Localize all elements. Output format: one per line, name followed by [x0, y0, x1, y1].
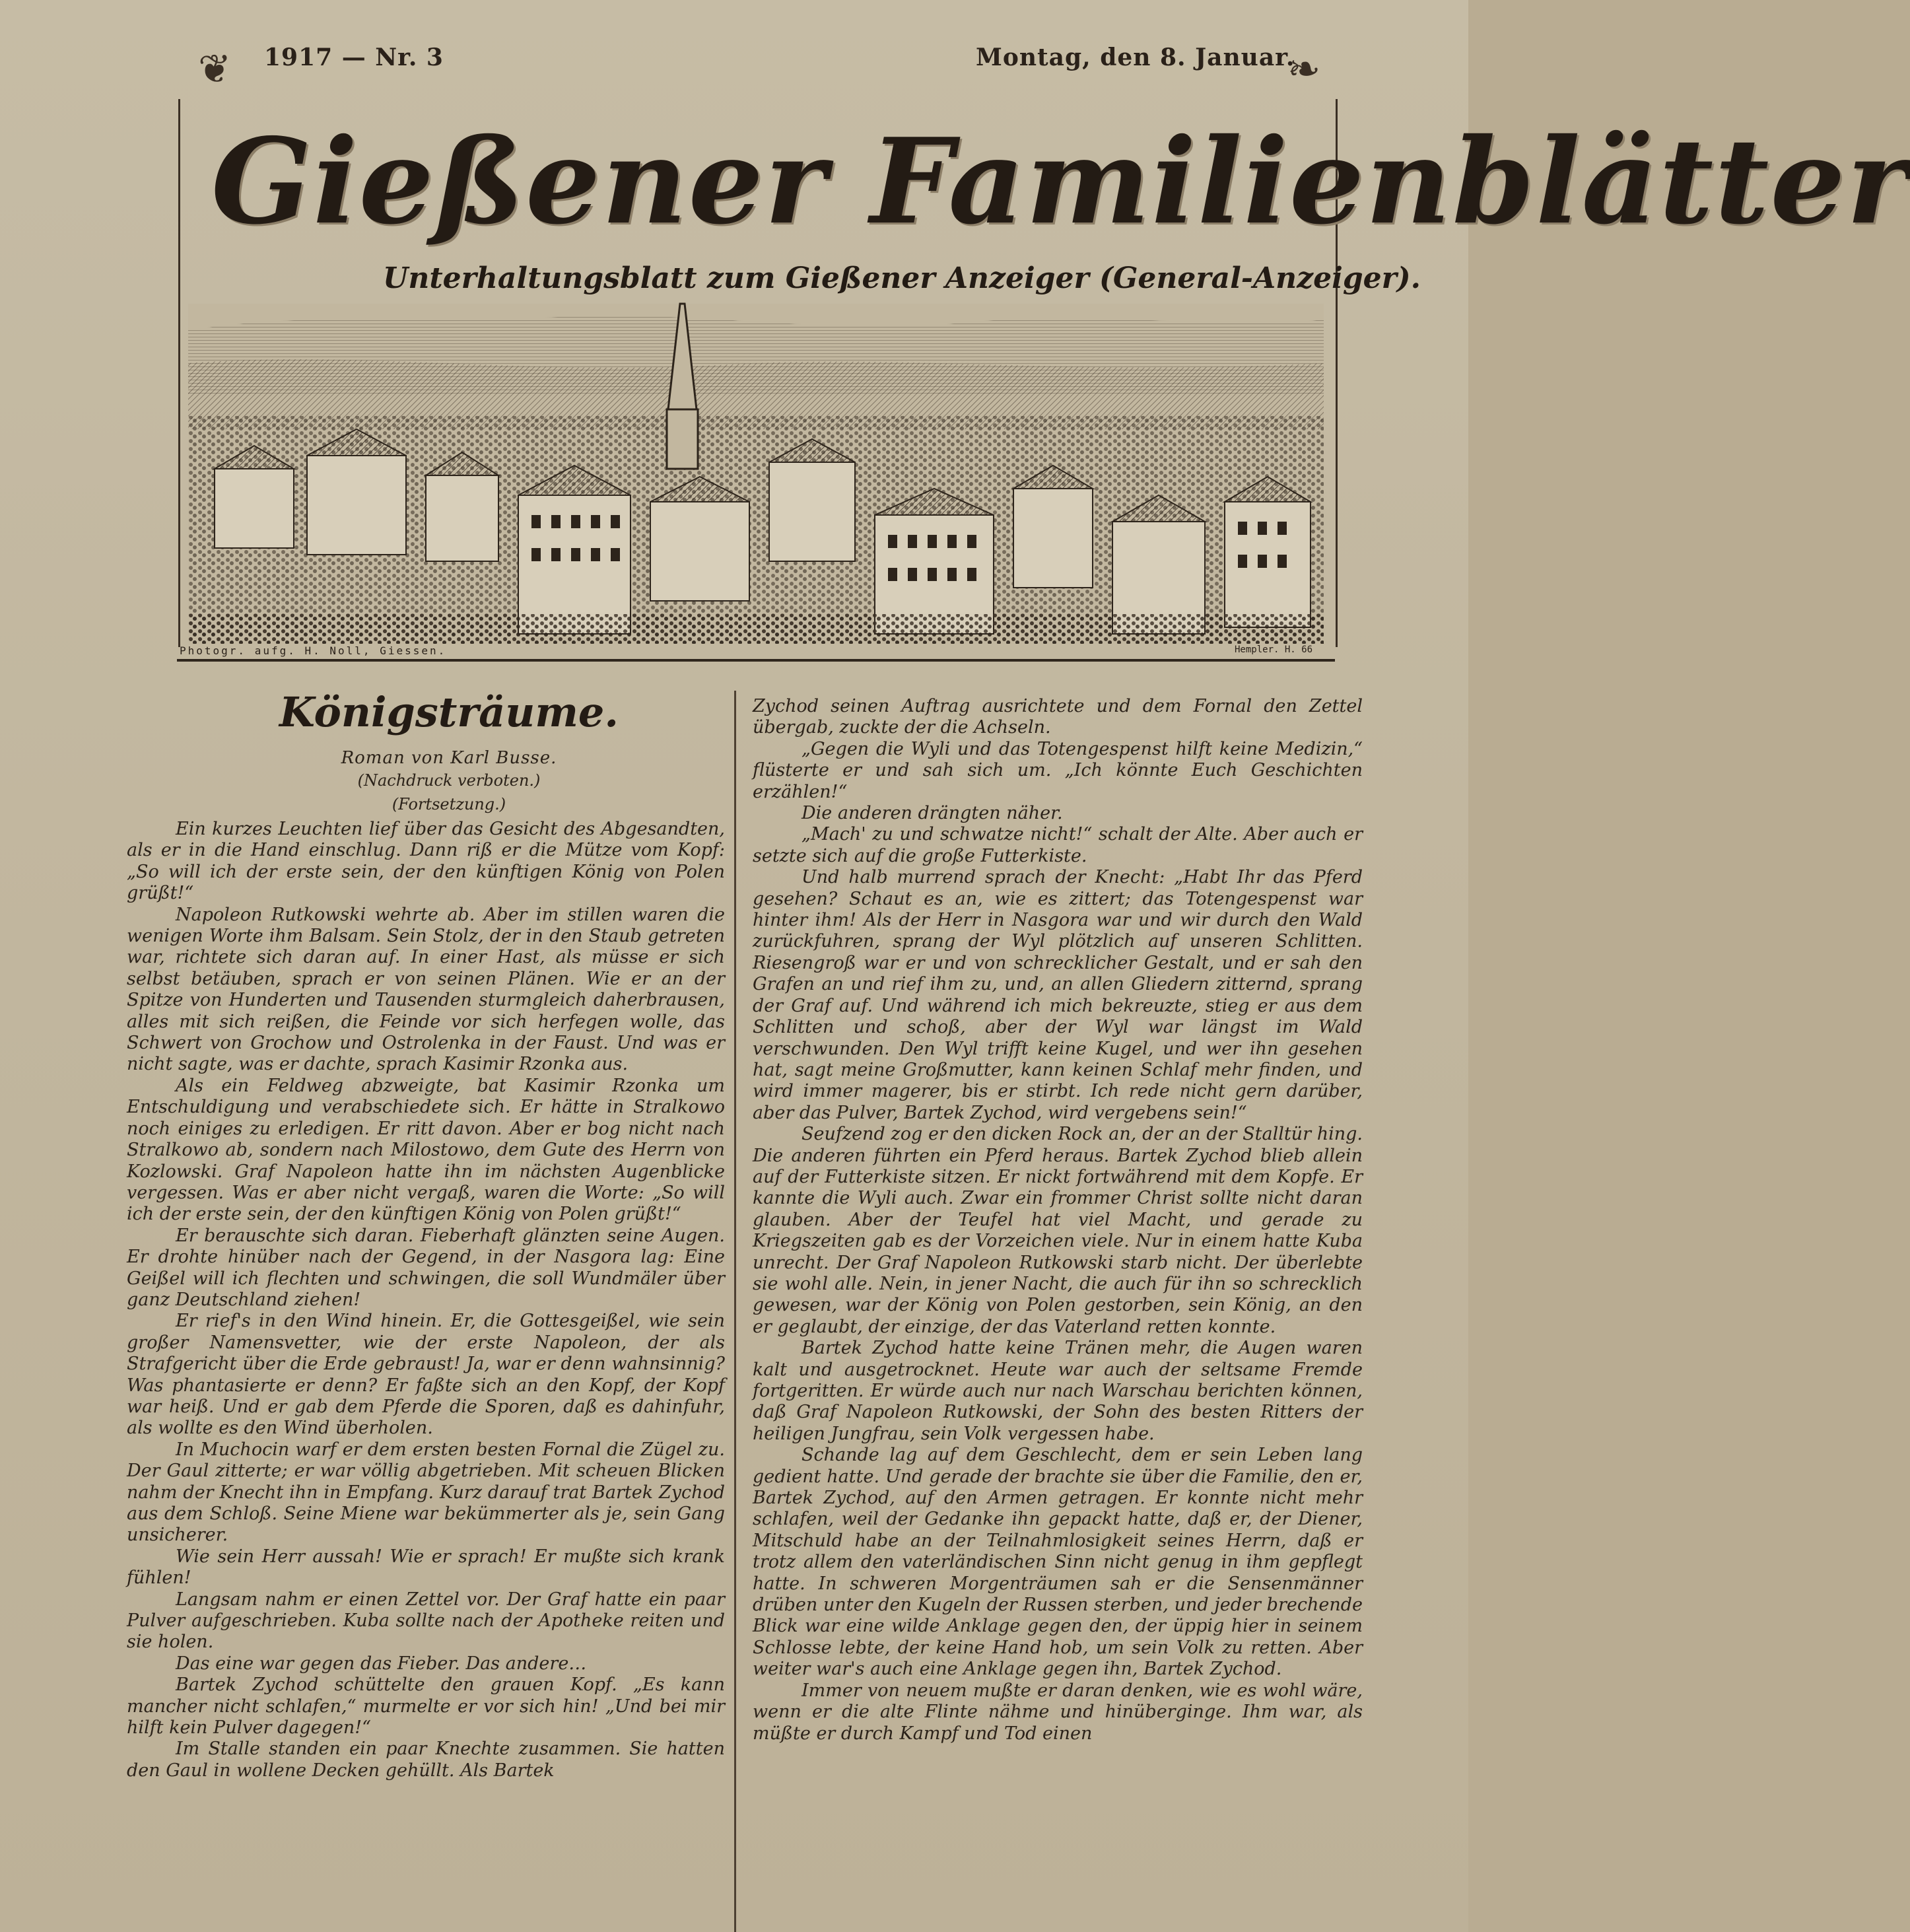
paragraph: Er berauschte sich daran. Fieberhaft glänzten seine Augen. Er drohte hinüber nach der Gegend, in der Nasgora lag: Eine Geißel will ich flechten und schwingen, die soll Wundmäler über ganz Deutschland ziehen!	[127, 1225, 725, 1310]
paragraph: Und halb murrend sprach der Knecht: „Habt Ihr das Pferd gesehen? Schaut es an, wie es zittert; das Totengespenst war hinter ihm! Als der Herr in Nasgora war und wir durch den Wald zurückfuhren, sprang der Wyl plötzlich auf unseren Schlitten. Riesengroß war er und von schrecklicher Gestalt, und er sah den Grafen an und rief ihm zu, und, an allen Gliedern zitternd, sprang der Graf auf. Und während ich mich bekreuzte, stieg er aus dem Schlitten und schoß, aber der Wyl war längst im Wald verschwunden. Den Wyl trifft keine Kugel, und wer ihn gesehen hat, sagt meine Großmutter, kann keinen Schlaf mehr finden, und wird immer magerer, bis er stirbt. Ich rede nicht gern darüber, aber das Pulver, Bartek Zychod, wird vergebens sein!“	[753, 867, 1363, 1123]
paragraph: Bartek Zychod hatte keine Tränen mehr, die Augen waren kalt und ausgetrocknet. Heute war auch der seltsame Fremde fortgeritten. Er würde auch nur nach Warschau berichten können, daß Graf Napoleon Rutkowski, der Sohn des besten Ritters der heiligen Jungfrau, sein Volk vergessen habe.	[753, 1338, 1363, 1444]
paragraph: Die anderen drängten näher.	[802, 803, 1063, 824]
city-engraving	[188, 304, 1324, 644]
reprint-notice: (Nachdruck verboten.)	[357, 771, 541, 790]
paragraph: „Gegen die Wyli und das Totengespenst hilft keine Medizin,“ flüsterte er und sah sich um. „Ich könnte Euch Geschichten erzählen!“	[753, 738, 1363, 802]
paragraph: Das eine war gegen das Fieber. Das andere…	[176, 1653, 587, 1674]
paragraph: In Muchocin warf er dem ersten besten Fornal die Zügel zu. Der Gaul zitterte; er war völlig abgetrieben. Mit scheuen Blicken nahm der Knecht ihn in Empfang. Kurz darauf trat Bartek Zychod aus dem Schloß. Seine Miene war bekümmerter als je, sein Gang unsicherer.	[127, 1439, 725, 1546]
continuation-notice: (Fortsetzung.)	[392, 795, 506, 813]
masthead-title: Gießener Familienblätter	[211, 112, 1910, 250]
paragraph: Er rief's in den Wind hinein. Er, die Gottesgeißel, wie sein großer Namensvetter, wie der erste Napoleon, der als Strafgericht über die Erde gebraust! Ja, war er denn wahnsinnig? Was phantasierte er denn? Er faßte sich an den Kopf, der Kopf war heiß. Und er gab dem Pferde die Sporen, daß es dahinfuhr, als wollte es den Wind überholen.	[127, 1311, 725, 1439]
paragraph: Seufzend zog er den dicken Rock an, der an der Stalltür hing. Die anderen führten ein Pferd heraus. Bartek Zychod blieb allein auf der Futterkiste sitzen. Er nickt fortwährend mit dem Kopfe. Er kannte die Wyli auch. Zwar ein frommer Christ sollte nicht daran glauben. Aber der Teufel hat viel Macht, und gerade zu Kriegszeiten gab es der Vorzeichen viele. Nur in einem hatte Kuba unrecht. Der Graf Napoleon Rutkowski starb nicht. Der überlebte sie wohl alle. Nein, in jener Nacht, die auch für ihn so schrecklich gewesen, war der König von Polen gestorben, sein König, an den er geglaubt, der einzige, der das Vaterland retten konnte.	[753, 1124, 1363, 1337]
masthead-divider	[177, 659, 1335, 662]
paragraph: Ein kurzes Leuchten lief über das Gesicht des Abgesandten, als er in die Hand einschlug. Dann riß er die Mütze vom Kopf: „So will ich der erste sein, der den künftigen König von Polen grüßt!“	[127, 819, 725, 904]
article-column-right	[753, 696, 1363, 1744]
ornament-right-icon: ❧	[1287, 46, 1321, 92]
paragraph: Wie sein Herr aussah! Wie er sprach! Er mußte sich krank fühlen!	[127, 1546, 725, 1589]
article-byline: Roman von Karl Busse.	[341, 748, 557, 768]
paragraph: Schande lag auf dem Geschlecht, dem er sein Leben lang gedient hatte. Und gerade der brachte sie über die Familie, den er, Bartek Zychod, auf den Armen getragen. Er konnte nicht mehr schlafen, weil der Gedanke ihn gepackt hatte, daß er, der Diener, Mitschuld habe an der Teilnahmlosigkeit seines Herrn, daß er trotz allem den vaterländischen Sinn nicht genug in ihm gepflegt hatte. In schweren Morgenträumen sah er die Sensenmänner drüben unter den Kugeln der Russen sterben, und jeder brechende Blick war eine wilde Anklage gegen den, der üppig hier in seinem Schlosse lebte, der keine Hand hob, um sein Volk zu retten. Aber weiter war's auch eine Anklage gegen ihn, Bartek Zychod.	[753, 1445, 1363, 1680]
artist-credit: Hempler. H. 66	[1235, 644, 1313, 655]
photo-credit: Photogr. aufg. H. Noll, Giessen.	[180, 644, 447, 657]
paragraph: Immer von neuem mußte er daran denken, wie es wohl wäre, wenn er die alte Flinte nähme und hinüberginge. Ihm war, als müßte er durch Kampf und Tod einen	[753, 1680, 1363, 1744]
paragraph: „Mach' zu und schwatze nicht!“ schalt der Alte. Aber auch er setzte sich auf die große Futterkiste.	[753, 824, 1363, 866]
paragraph: Langsam nahm er einen Zettel vor. Der Graf hatte ein paar Pulver aufgeschrieben. Kuba sollte nach der Apotheke reiten und sie holen.	[127, 1589, 725, 1653]
paragraph: Zychod seinen Auftrag ausrichtete und dem Fornal den Zettel übergab, zuckte der die Achseln.	[753, 696, 1363, 738]
paragraph: Bartek Zychod schüttelte den grauen Kopf. „Es kann mancher nicht schlafen,“ murmelte er vor sich hin! „Und bei mir hilft kein Pulver dagegen!“	[127, 1674, 725, 1739]
paragraph: Im Stalle standen ein paar Knechte zusammen. Sie hatten den Gaul in wollene Decken gehüllt. Als Bartek	[127, 1739, 725, 1781]
paragraph: Als ein Feldweg abzweigte, bat Kasimir Rzonka um Entschuldigung und verabschiedete sich. Er hätte in Stralkowo noch einiges zu erledigen. Er ritt davon. Aber er bog nicht nach Stralkowo ab, sondern nach Milostowo, dem Gute des Herrn von Kozlowski. Graf Napoleon hatte ihn im nächsten Augenblicke vergessen. Was er aber nicht vergaß, waren die Worte: „So will ich der erste sein, der den künftigen König von Polen grüßt!“	[127, 1075, 725, 1225]
issue-number: 1917 — Nr. 3	[264, 44, 444, 71]
paragraph: Napoleon Rutkowski wehrte ab. Aber im stillen waren die wenigen Worte ihm Balsam. Sein Stolz, der in den Staub getreten war, richtete sich daran auf. In einer Hast, als müsse er sich selbst betäuben, sprach er von seinen Plänen. Wie er an der Spitze von Hunderten und Tausenden sturmgleich daherbrausen, alles mit sich reißen, die Feinde vor sich herfegen wolle, das Schwert von Grochow und Ostrolenka in der Faust. Und was er nicht sagte, was er dachte, sprach Kasimir Rzonka aus.	[127, 904, 725, 1075]
column-divider	[734, 691, 736, 1932]
article-column-left	[127, 819, 725, 1781]
city-engraving-drawing	[188, 304, 1324, 644]
ornament-left-icon: ❦	[198, 46, 232, 92]
masthead-subtitle: Unterhaltungsblatt zum Gießener Anzeiger (General-Anzeiger).	[383, 261, 1421, 295]
article-title: Königsträume.	[279, 688, 619, 736]
issue-date: Montag, den 8. Januar.	[976, 44, 1295, 71]
